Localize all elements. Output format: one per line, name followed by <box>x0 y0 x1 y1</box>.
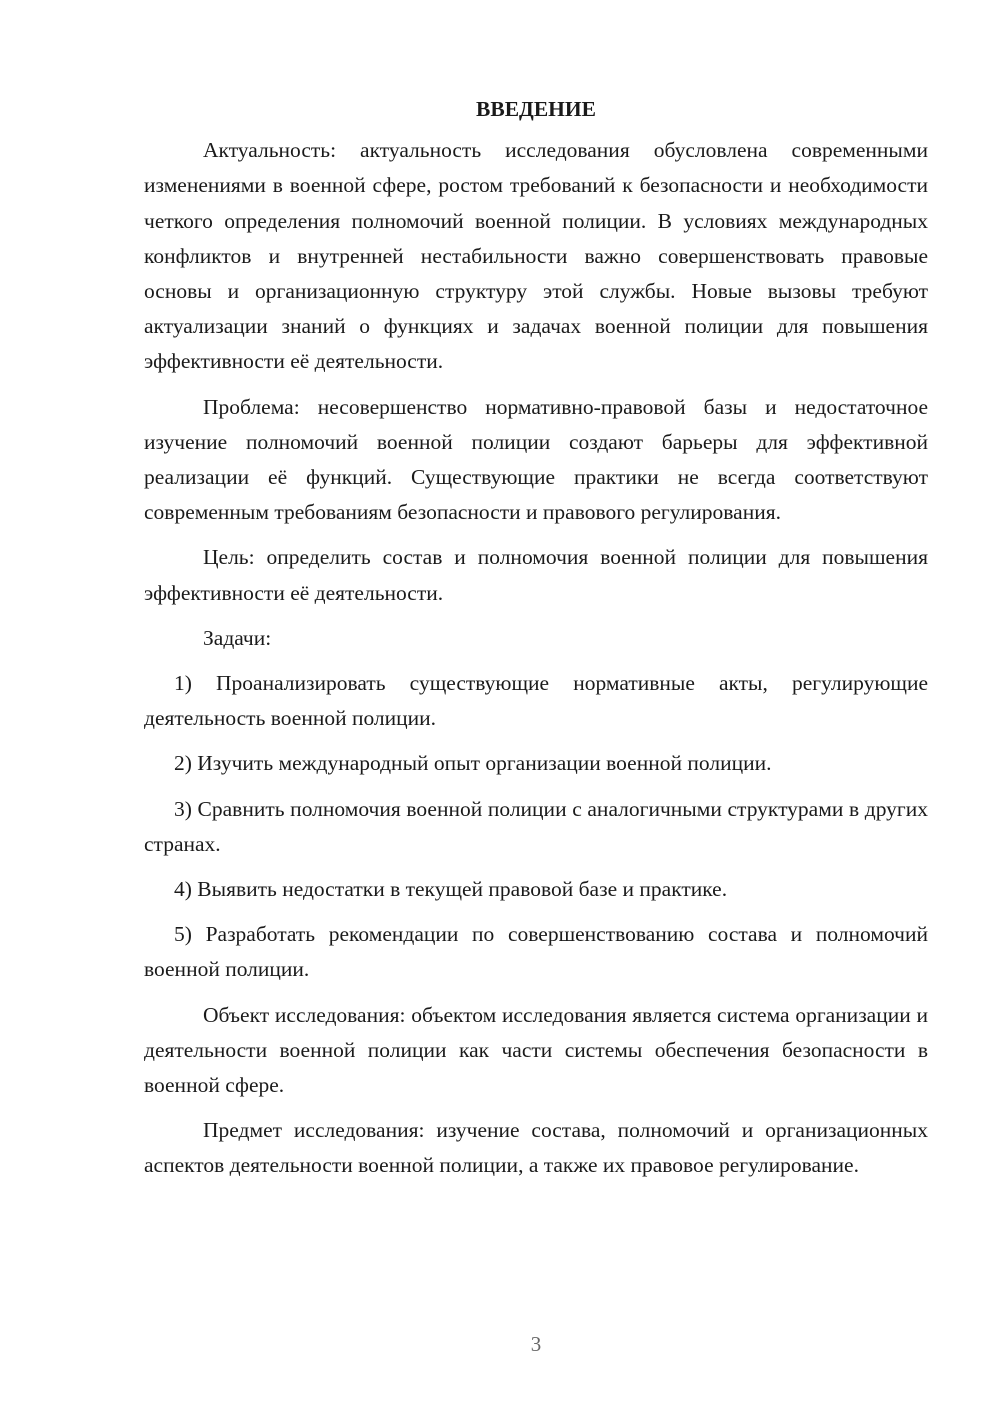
subject-paragraph: Предмет исследования: изучение состава, полномочий и организационных аспектов деятельности военной полиции, а также их правовое регулирование. <box>144 1118 928 1178</box>
section-title: ВВЕДЕНИЕ <box>476 97 596 121</box>
object-paragraph: Объект исследования: объектом исследования является система организации и деятельности военной полиции как части системы обеспечения безопасности в военной сфере. <box>144 1002 928 1098</box>
page-number: 3 <box>530 1332 542 1356</box>
goal-paragraph: Цель: определить состав и полномочия военной полиции для повышения эффективности её деятельности. <box>144 545 928 605</box>
task-item-5: 5) Разработать рекомендации по совершенствованию состава и полномочий военной полиции. <box>144 922 928 982</box>
task-item-2: 2) Изучить международный опыт организации военной полиции. <box>174 751 772 776</box>
page-content <box>144 92 928 1194</box>
relevance-paragraph: Актуальность: актуальность исследования обусловлена современными изменениями в военной сфере, ростом требований к безопасности и необходимости четкого определения полномочий военной полиции. В условиях международных конфликтов и внутренней нестабильности важно совершенствовать правовые основы и организационную структуру этой службы. Новые вызовы требуют актуализации знаний о функциях и задачах военной полиции для повышения эффективности её деятельности. <box>144 138 928 374</box>
tasks-label: Задачи: <box>203 625 272 650</box>
task-item-1: 1) Проанализировать существующие нормативные акты, регулирующие деятельность военной полиции. <box>144 671 928 731</box>
task-item-4: 4) Выявить недостатки в текущей правовой базе и практике. <box>174 877 728 902</box>
problem-paragraph: Проблема: несовершенство нормативно-правовой базы и недостаточное изучение полномочий военной полиции создают барьеры для эффективной реализации её функций. Существующие практики не всегда соответствуют современным требованиям безопасности и правового регулирования. <box>144 394 928 525</box>
task-item-3: 3) Сравнить полномочия военной полиции с аналогичными структурами в других странах. <box>144 796 928 856</box>
